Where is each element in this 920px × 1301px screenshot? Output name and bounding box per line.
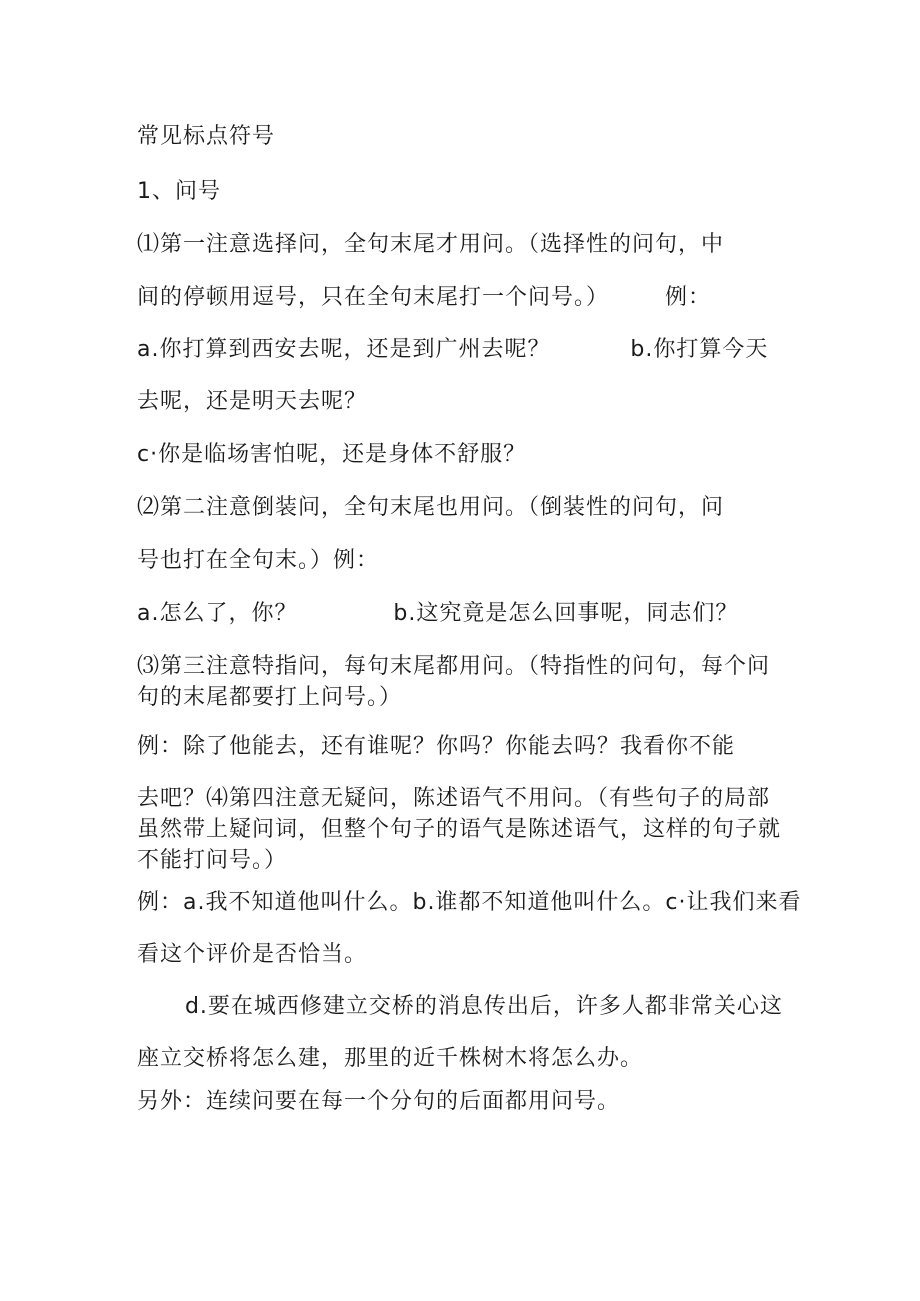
text-line: 虽然带上疑问词，但整个句子的语气是陈述语气，这样的句子就 <box>137 817 782 842</box>
text-line: 例：除了他能去，还有谁呢？你吗？你能去吗？我看你不能 <box>137 734 736 759</box>
text-line: a.你打算到西安去呢，还是到广州去呢？ b.你打算今天 <box>137 337 769 362</box>
text-line: ⑶第三注意特指问，每句末尾都用问。（特指性的问句，每个问 <box>137 654 771 679</box>
text-line: 句的末尾都要打上问号。） <box>137 685 403 710</box>
text-line: 间的停顿用逗号，只在全句末尾打一个问号。） 例： <box>137 285 711 310</box>
text-line: c·你是临场害怕呢，还是身体不舒服？ <box>137 442 527 467</box>
text-line: 去呢，还是明天去呢？ <box>137 389 368 414</box>
text-line: 号也打在全句末。）例： <box>137 548 380 573</box>
text-line: 座立交桥将怎么建，那里的近千株树木将怎么办。 <box>137 1046 644 1071</box>
section-heading: 1、问号 <box>137 179 221 204</box>
text-line: 不能打问号。） <box>137 848 288 873</box>
text-line: 例：a.我不知道他叫什么。b.谁都不知道他叫什么。c·让我们来看 <box>137 890 802 915</box>
text-line: 去吧？⑷第四注意无疑问，陈述语气不用问。（有些句子的局部 <box>137 786 771 811</box>
text-line: ⑵第二注意倒装问，全句末尾也用问。（倒装性的问句，问 <box>137 495 725 520</box>
text-line: a.怎么了，你？ b.这究竟是怎么回事呢，同志们？ <box>137 601 739 626</box>
text-line: ⑴第一注意选择问，全句末尾才用问。（选择性的问句，中 <box>137 232 725 257</box>
text-line: 另外：连续问要在每一个分句的后面都用问号。 <box>137 1089 621 1114</box>
text-line: d.要在城西修建立交桥的消息传出后，许多人都非常关心这 <box>137 994 783 1019</box>
document-title: 常见标点符号 <box>137 124 276 149</box>
text-line: 看这个评价是否恰当。 <box>137 942 368 967</box>
